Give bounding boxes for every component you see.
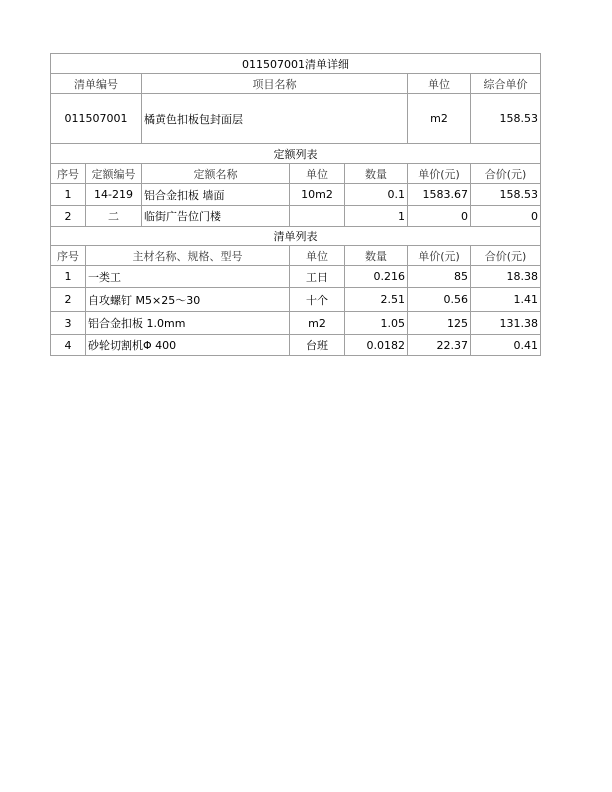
material-cell: 3 xyxy=(51,312,86,335)
material-row xyxy=(51,266,541,288)
bill-detail-table xyxy=(50,53,541,356)
material-cell: 砂轮切割机Φ 400 xyxy=(86,335,290,356)
material-header-cell: 主材名称、规格、型号 xyxy=(86,246,290,266)
material-row xyxy=(51,312,541,335)
bill-name: 橘黄色扣板包封面层 xyxy=(142,94,408,144)
quota-cell: 临街广告位门楼 xyxy=(142,206,290,227)
material-cell: 0.56 xyxy=(408,288,471,312)
material-header-cell: 单位 xyxy=(290,246,345,266)
quota-cell xyxy=(290,206,345,227)
bill-code: 011507001 xyxy=(51,94,142,144)
material-cell: 18.38 xyxy=(471,266,541,288)
bill-price: 158.53 xyxy=(471,94,541,144)
quota-cell: 14-219 xyxy=(86,184,142,206)
material-header-row xyxy=(51,246,541,266)
material-header-cell: 序号 xyxy=(51,246,86,266)
quota-cell: 10m2 xyxy=(290,184,345,206)
material-cell: 22.37 xyxy=(408,335,471,356)
material-cell: 4 xyxy=(51,335,86,356)
quota-header-row xyxy=(51,164,541,184)
quota-cell: 1 xyxy=(51,184,86,206)
header-item-name: 项目名称 xyxy=(142,74,408,94)
bill-unit: m2 xyxy=(408,94,471,144)
material-cell: m2 xyxy=(290,312,345,335)
material-cell: 131.38 xyxy=(471,312,541,335)
quota-header-cell: 单价(元) xyxy=(408,164,471,184)
quota-row xyxy=(51,184,541,206)
material-header-cell: 合价(元) xyxy=(471,246,541,266)
quota-cell: 158.53 xyxy=(471,184,541,206)
material-cell: 85 xyxy=(408,266,471,288)
table-title: 011507001清单详细 xyxy=(51,54,541,74)
header-bill-code: 清单编号 xyxy=(51,74,142,94)
quota-section-title: 定额列表 xyxy=(51,144,541,164)
quota-header-cell: 定额编号 xyxy=(86,164,142,184)
material-cell: 工日 xyxy=(290,266,345,288)
material-cell: 一类工 xyxy=(86,266,290,288)
material-cell: 2 xyxy=(51,288,86,312)
material-header-cell: 单价(元) xyxy=(408,246,471,266)
quota-header-cell: 数量 xyxy=(345,164,408,184)
material-cell: 1.41 xyxy=(471,288,541,312)
quota-cell: 0 xyxy=(408,206,471,227)
material-cell: 铝合金扣板 1.0mm xyxy=(86,312,290,335)
material-cell: 1 xyxy=(51,266,86,288)
header-unit: 单位 xyxy=(408,74,471,94)
material-cell: 1.05 xyxy=(345,312,408,335)
material-cell: 0.0182 xyxy=(345,335,408,356)
quota-header-cell: 序号 xyxy=(51,164,86,184)
quota-cell: 0 xyxy=(471,206,541,227)
material-header-cell: 数量 xyxy=(345,246,408,266)
quota-header-cell: 定额名称 xyxy=(142,164,290,184)
material-cell: 自攻螺钉 M5×25～30 xyxy=(86,288,290,312)
material-cell: 2.51 xyxy=(345,288,408,312)
material-cell: 125 xyxy=(408,312,471,335)
material-cell: 十个 xyxy=(290,288,345,312)
material-row xyxy=(51,288,541,312)
material-section-title: 清单列表 xyxy=(51,227,541,246)
quota-cell: 2 xyxy=(51,206,86,227)
quota-header-cell: 单位 xyxy=(290,164,345,184)
quota-cell: 铝合金扣板 墙面 xyxy=(142,184,290,206)
material-cell: 0.41 xyxy=(471,335,541,356)
material-row xyxy=(51,335,541,356)
material-cell: 0.216 xyxy=(345,266,408,288)
quota-cell: 二 xyxy=(86,206,142,227)
quota-header-cell: 合价(元) xyxy=(471,164,541,184)
header-unit-price: 综合单价 xyxy=(471,74,541,94)
quota-cell: 0.1 xyxy=(345,184,408,206)
quota-row xyxy=(51,206,541,227)
material-cell: 台班 xyxy=(290,335,345,356)
quota-cell: 1583.67 xyxy=(408,184,471,206)
quota-cell: 1 xyxy=(345,206,408,227)
